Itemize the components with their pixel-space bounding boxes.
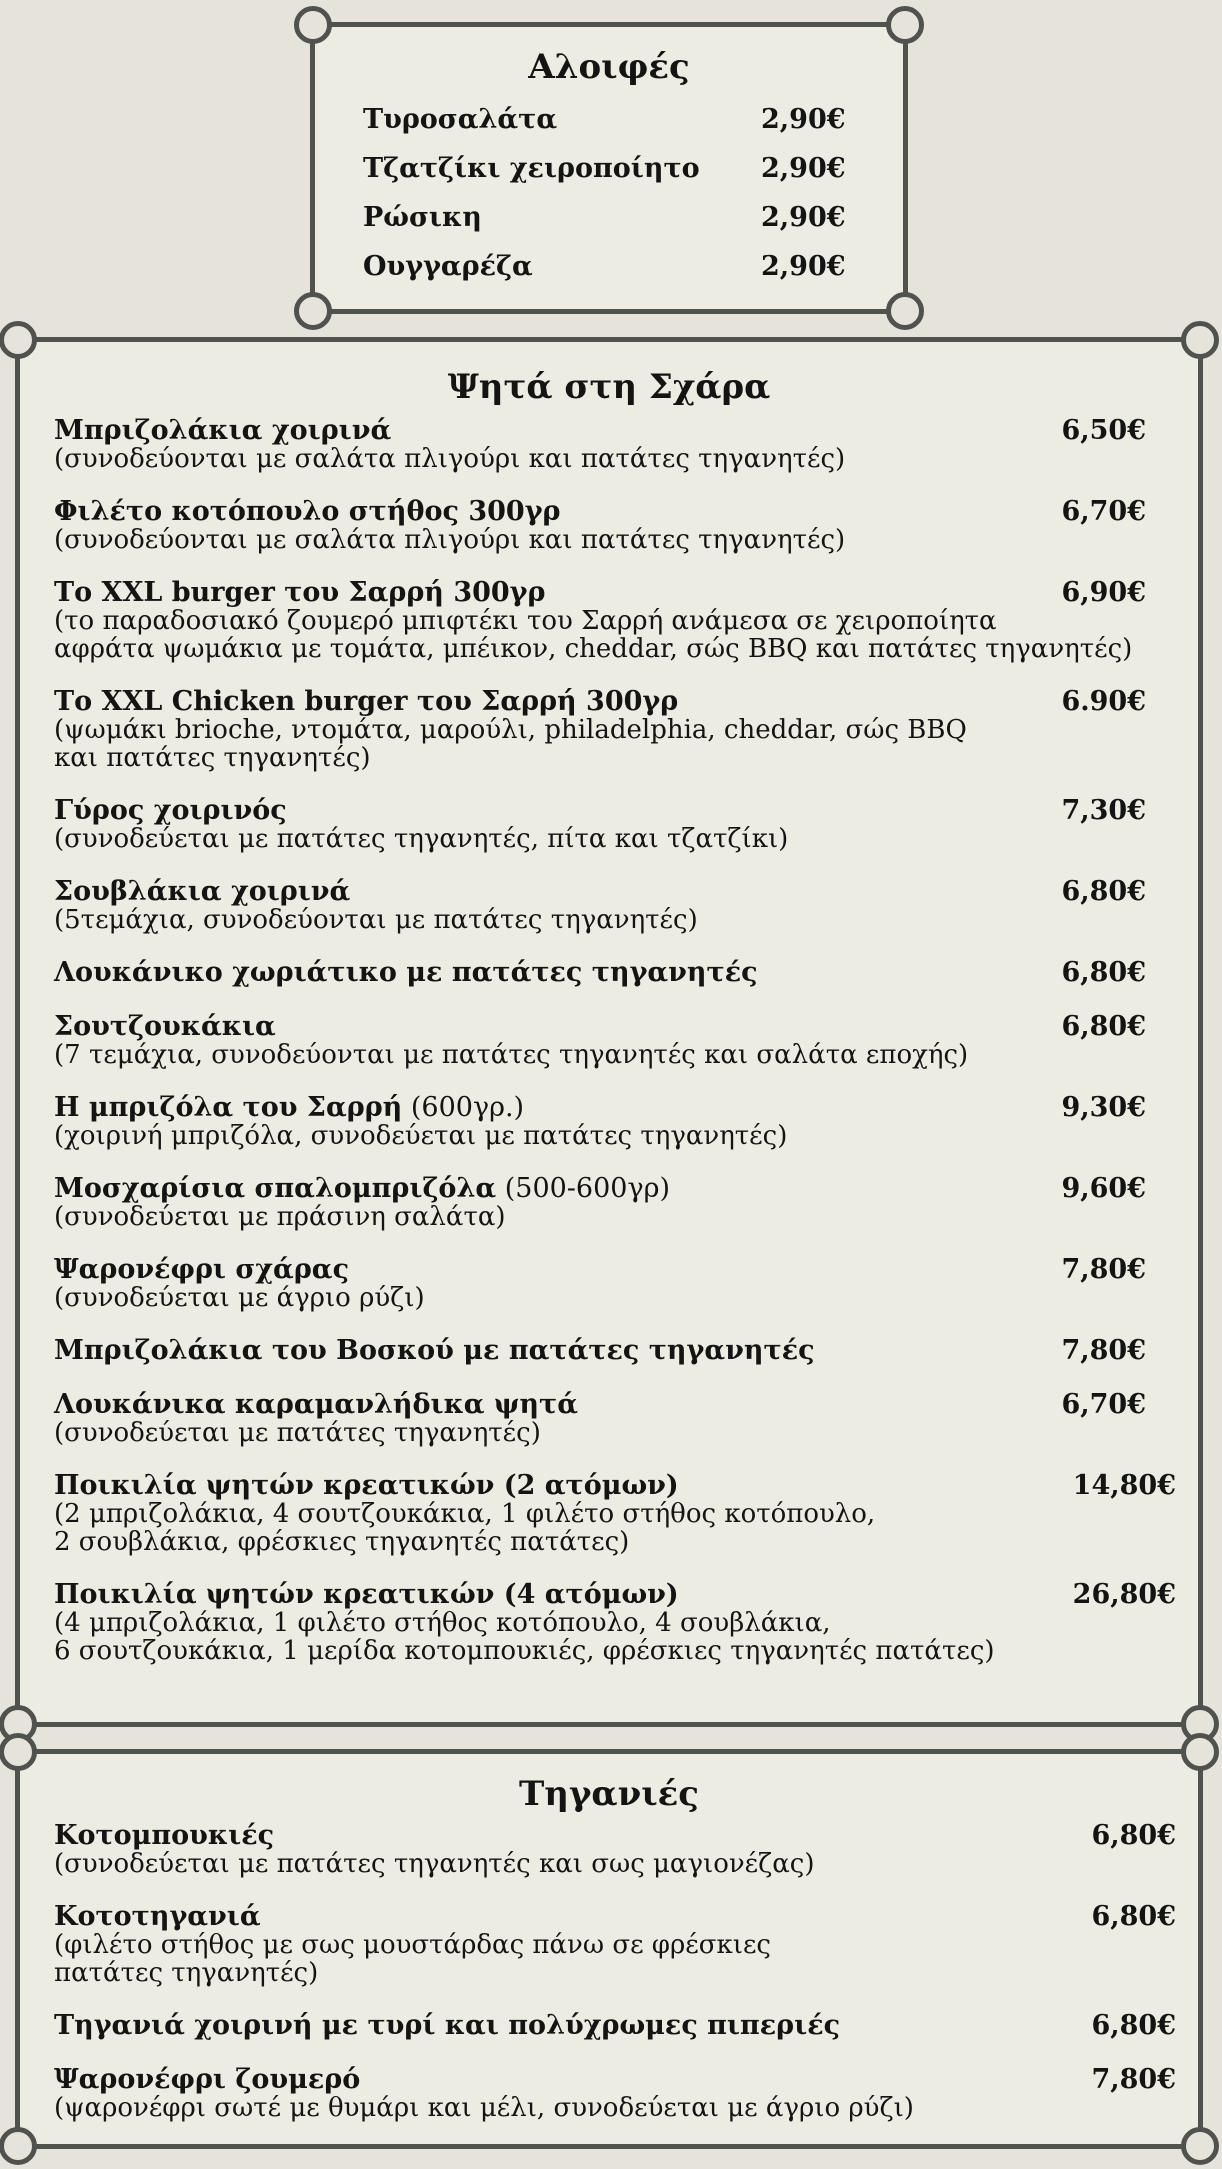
menu-item bbox=[54, 1581, 1178, 1665]
item-name: Ουγγαρέζα bbox=[363, 251, 533, 282]
item-name: Ψαρονέφρι ζουμερό bbox=[54, 2064, 361, 2095]
item-name: Φιλέτο κοτόπουλο στήθος 300γρ bbox=[54, 496, 561, 527]
frame-corner bbox=[0, 321, 37, 359]
item-description: (συνοδεύεται με πράσινη σαλάτα) bbox=[54, 1202, 506, 1232]
menu-item bbox=[363, 193, 857, 242]
item-price: 2,90€ bbox=[761, 104, 846, 135]
menu-item bbox=[54, 1337, 1178, 1365]
item-weight: (500-600γρ) bbox=[496, 1173, 671, 1204]
menu-item bbox=[54, 498, 1178, 554]
grill-section bbox=[15, 337, 1203, 1727]
item-name: Το XXL Chicken burger του Σαρρή 300γρ bbox=[54, 686, 679, 717]
item-name: Σουβλάκια χοιρινά bbox=[54, 876, 351, 907]
frame-corner bbox=[886, 292, 924, 330]
item-name: Τζατζίκι χειροποίητο bbox=[363, 153, 700, 184]
item-price: 6,70€ bbox=[1061, 496, 1146, 527]
item-name: Μπριζολάκια του Βοσκού με πατάτες τηγανητές bbox=[54, 1335, 815, 1366]
item-weight: (600γρ.) bbox=[402, 1092, 525, 1123]
section-title: Τηγανιές bbox=[518, 1774, 700, 1814]
item-description: (συνοδεύεται με πατάτες τηγανητές και σως μαγιονέζας) bbox=[54, 1849, 815, 1879]
menu-item bbox=[54, 417, 1178, 473]
item-name: Ποικιλία ψητών κρεατικών (4 ατόμων) bbox=[54, 1579, 679, 1610]
item-price: 2,90€ bbox=[761, 153, 846, 184]
frame-corner bbox=[0, 2127, 37, 2165]
menu-item bbox=[54, 1013, 1178, 1069]
item-name: Το XXL burger του Σαρρή 300γρ bbox=[54, 577, 546, 608]
item-price: 6,80€ bbox=[1061, 1011, 1146, 1042]
item-name: Λουκάνικα καραμανλήδικα ψητά bbox=[54, 1389, 578, 1420]
item-description: (συνοδεύονται με σαλάτα πλιγούρι και πατάτες τηγανητές) bbox=[54, 525, 846, 555]
item-name: Μπριζολάκια χοιρινά bbox=[54, 415, 392, 446]
item-name: Η μπριζόλα του Σαρρή bbox=[54, 1092, 403, 1123]
menu-item bbox=[54, 2066, 1178, 2122]
item-price: 2,90€ bbox=[761, 251, 846, 282]
item-price: 6,70€ bbox=[1061, 1389, 1146, 1420]
item-name: Κοτομπουκιές bbox=[54, 1820, 275, 1851]
menu-item bbox=[54, 1256, 1178, 1312]
item-price: 6,90€ bbox=[1061, 577, 1146, 608]
menu-list bbox=[363, 95, 857, 291]
item-name: Τυροσαλάτα bbox=[363, 104, 558, 135]
item-description: (4 μπριζολάκια, 1 φιλέτο στήθος κοτόπουλο, 4 σουβλάκια, 6 σουτζουκάκια, 1 μερίδα κοτομπουκιές, φρέσκιες τηγανητές πατάτες) bbox=[54, 1608, 995, 1666]
item-description: (φιλέτο στήθος με σως μουστάρδας πάνω σε φρέσκιες πατάτες τηγανητές) bbox=[54, 1930, 771, 1988]
item-price: 6,50€ bbox=[1061, 415, 1146, 446]
menu-item bbox=[54, 579, 1178, 663]
menu-item bbox=[54, 688, 1178, 772]
fry-section bbox=[15, 1749, 1203, 2149]
item-name: Ψαρονέφρι σχάρας bbox=[54, 1254, 350, 1285]
item-name: Κοτοτηγανιά bbox=[54, 1901, 261, 1932]
item-price: 6.90€ bbox=[1061, 686, 1146, 717]
frame-corner bbox=[294, 6, 332, 44]
menu-item bbox=[54, 878, 1178, 934]
item-price: 7,80€ bbox=[1061, 1335, 1146, 1366]
item-name: Τηγανιά χοιρινή με τυρί και πολύχρωμες πιπεριές bbox=[54, 2010, 841, 2041]
item-description: (χοιρινή μπριζόλα, συνοδεύεται με πατάτες τηγανητές) bbox=[54, 1121, 788, 1151]
item-price: 7,30€ bbox=[1061, 795, 1146, 826]
item-price: 9,30€ bbox=[1061, 1092, 1146, 1123]
item-name: Ρώσικη bbox=[363, 202, 482, 233]
frame-corner bbox=[294, 292, 332, 330]
item-price: 26,80€ bbox=[1072, 1579, 1176, 1610]
menu-item bbox=[54, 1472, 1178, 1556]
section-title: Αλοιφές bbox=[528, 47, 690, 87]
menu-item bbox=[363, 144, 857, 193]
menu-item bbox=[54, 2012, 1178, 2040]
item-price: 9,60€ bbox=[1061, 1173, 1146, 1204]
item-price: 7,80€ bbox=[1091, 2064, 1176, 2095]
menu-item bbox=[54, 1903, 1178, 1987]
item-name: Γύρος χοιρινός bbox=[54, 795, 287, 826]
menu-item bbox=[54, 1391, 1178, 1447]
item-description: (5τεμάχια, συνοδεύονται με πατάτες τηγανητές) bbox=[54, 905, 698, 935]
frame-corner bbox=[1181, 1733, 1219, 1771]
frame-corner bbox=[1181, 2127, 1219, 2165]
menu-item bbox=[54, 1822, 1178, 1878]
item-description: (συνοδεύεται με πατάτες τηγανητές) bbox=[54, 1418, 541, 1448]
menu-item bbox=[54, 797, 1178, 853]
aloifes-section bbox=[310, 22, 908, 314]
item-description: (συνοδεύεται με πατάτες τηγανητές, πίτα και τζατζίκι) bbox=[54, 824, 789, 854]
menu-item bbox=[54, 959, 1178, 987]
menu-item bbox=[54, 1175, 1178, 1231]
item-price: 6,80€ bbox=[1061, 876, 1146, 907]
item-price: 6,80€ bbox=[1091, 1901, 1176, 1932]
item-price: 7,80€ bbox=[1061, 1254, 1146, 1285]
item-name: Μοσχαρίσια σπαλομπριζόλα bbox=[54, 1173, 497, 1204]
item-description: (ψαρονέφρι σωτέ με θυμάρι και μέλι, συνοδεύεται με άγριο ρύζι) bbox=[54, 2093, 914, 2123]
item-price: 6,80€ bbox=[1061, 957, 1146, 988]
item-price: 6,80€ bbox=[1091, 1820, 1176, 1851]
item-name: Λουκάνικο χωριάτικο με πατάτες τηγανητές bbox=[54, 957, 758, 988]
item-price: 6,80€ bbox=[1091, 2010, 1176, 2041]
section-title: Ψητά στη Σχάρα bbox=[447, 367, 771, 407]
frame-corner bbox=[0, 1733, 37, 1771]
menu-item bbox=[54, 1094, 1178, 1150]
item-price: 14,80€ bbox=[1072, 1470, 1176, 1501]
item-description: (συνοδεύεται με άγριο ρύζι) bbox=[54, 1283, 425, 1313]
menu-item bbox=[363, 95, 857, 144]
menu-item bbox=[363, 242, 857, 291]
item-description: (το παραδοσιακό ζουμερό μπιφτέκι του Σαρρή ανάμεσα σε χειροποίητα αφράτα ψωμάκια με τομάτα, μπέικον, cheddar, σώς BBQ και πατάτες τηγανητές) bbox=[54, 606, 1133, 664]
item-price: 2,90€ bbox=[761, 202, 846, 233]
frame-corner bbox=[1181, 321, 1219, 359]
item-name: Σουτζουκάκια bbox=[54, 1011, 276, 1042]
frame-corner bbox=[886, 6, 924, 44]
item-description: (2 μπριζολάκια, 4 σουτζουκάκια, 1 φιλέτο στήθος κοτόπουλο, 2 σουβλάκια, φρέσκιες τηγανητές πατάτες) bbox=[54, 1499, 876, 1557]
item-name: Ποικιλία ψητών κρεατικών (2 ατόμων) bbox=[54, 1470, 679, 1501]
item-description: (ψωμάκι brioche, ντομάτα, μαρούλι, philadelphia, cheddar, σώς BBQ και πατάτες τηγανητές) bbox=[54, 715, 967, 773]
item-description: (συνοδεύονται με σαλάτα πλιγούρι και πατάτες τηγανητές) bbox=[54, 444, 846, 474]
item-description: (7 τεμάχια, συνοδεύονται με πατάτες τηγανητές και σαλάτα εποχής) bbox=[54, 1040, 969, 1070]
